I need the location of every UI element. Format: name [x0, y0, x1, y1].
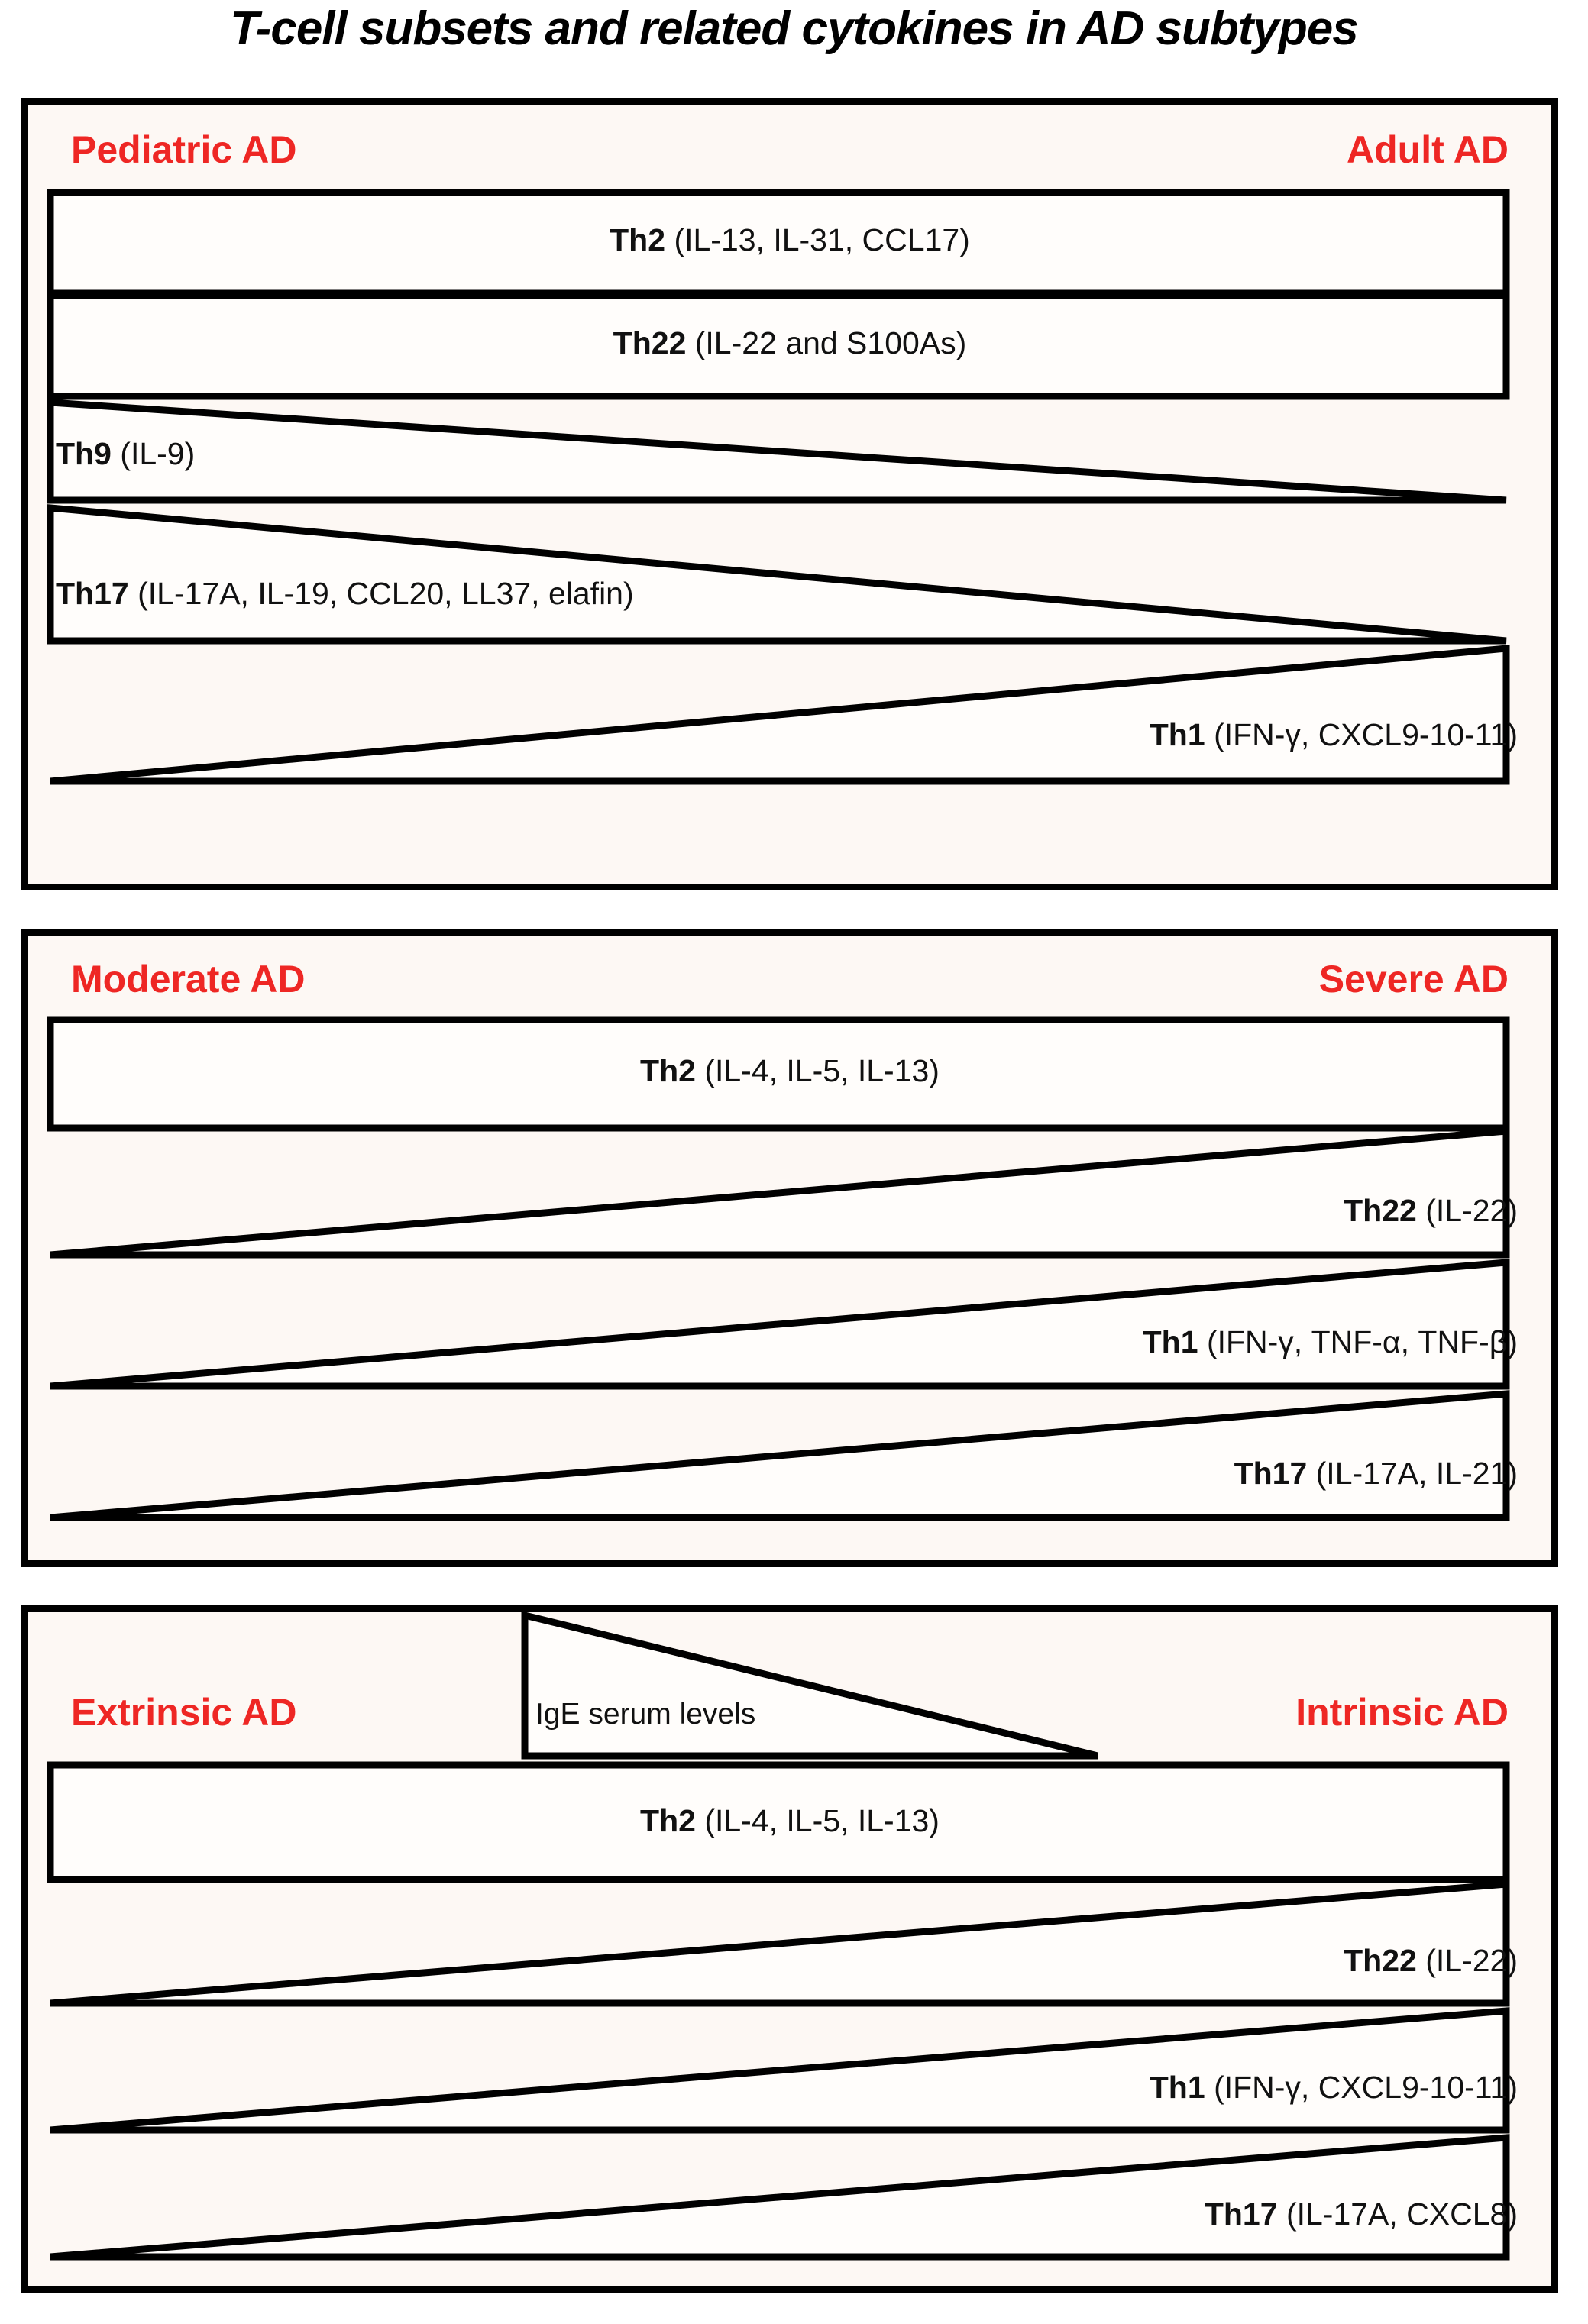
panel3-ige-triangle	[525, 1615, 1098, 1756]
panel1-row0-rest: (IL-13, IL-31, CCL17)	[665, 222, 970, 257]
panel1-shapes	[28, 105, 1551, 884]
panel1-row4-label	[1150, 719, 1518, 751]
panel1-row3-label	[56, 578, 634, 609]
panel3-row1-triangle	[50, 1884, 1506, 2003]
panel2-row0-label	[28, 1055, 1551, 1087]
panel2-row1-bold: Th22	[1344, 1193, 1417, 1228]
panel2-row1-label	[1344, 1195, 1518, 1227]
panel3-row1-label	[1344, 1945, 1518, 1977]
panel3-row0-rest: (IL-4, IL-5, IL-13)	[695, 1803, 940, 1838]
panel2-left-header: Moderate AD	[71, 958, 306, 1000]
panel3-row3-rest: (IL-17A, CXCL8)	[1277, 2196, 1518, 2232]
panel3-right-header: Intrinsic AD	[1295, 1691, 1509, 1734]
panel2-row0-bold: Th2	[640, 1053, 696, 1088]
panel3-row2-bold: Th1	[1149, 2070, 1205, 2105]
panel2-right-header: Severe AD	[1318, 958, 1509, 1000]
panel2-row2-label	[1142, 1324, 1518, 1359]
figure-title: T-cell subsets and related cytokines in AD subtypes	[230, 2, 1358, 55]
panel3-row0-bold: Th2	[640, 1803, 696, 1838]
panel1-row4-triangle	[50, 648, 1506, 781]
panel3-row2-label	[1150, 2072, 1518, 2103]
panel1-row1-bold: Th22	[613, 325, 687, 360]
panel2-row0-rest: (IL-4, IL-5, IL-13)	[695, 1053, 940, 1088]
panel2-row3-bold: Th17	[1234, 1456, 1308, 1491]
panel1-right-header: Adult AD	[1347, 128, 1509, 171]
panel1-row2-label	[56, 438, 195, 470]
panel1-left-header: Pediatric AD	[71, 128, 297, 171]
panel3-row2-rest: (IFN-γ, CXCL9-10-11)	[1205, 2070, 1518, 2105]
panel1-row4-rest: (IFN-γ, CXCL9-10-11)	[1205, 717, 1518, 752]
panel3-row1-bold: Th22	[1344, 1943, 1417, 1978]
panel1-row4-bold: Th1	[1149, 717, 1205, 752]
panel1-row0-bold: Th2	[610, 222, 666, 257]
panel3-left-header: Extrinsic AD	[71, 1691, 297, 1734]
panel1-row2-rest: (IL-9)	[111, 436, 196, 471]
panel-moderate-severe	[21, 929, 1558, 1567]
panel1-row2-bold: Th9	[56, 436, 112, 471]
panel2-row3-label	[1234, 1458, 1518, 1489]
panel1-row0-label	[28, 222, 1551, 257]
panel1-row1-rest: (IL-22 and S100As)	[686, 325, 967, 360]
panel2-row2-bold: Th1	[1142, 1324, 1198, 1359]
panel-pediatric-adult	[21, 98, 1558, 890]
panel3-row0-label	[28, 1805, 1551, 1837]
panel2-row1-triangle	[50, 1131, 1506, 1255]
panel2-row2-rest: (IFN-γ, TNF-α, TNF-β)	[1198, 1324, 1518, 1359]
panel3-row3-label	[1204, 2196, 1518, 2232]
panel2-row1-rest: (IL-22)	[1416, 1193, 1518, 1228]
panel1-row3-bold: Th17	[56, 576, 129, 611]
panel1-row3-triangle	[50, 508, 1506, 641]
panel1-row1-label	[28, 325, 1551, 360]
panel1-row2-triangle	[50, 402, 1506, 500]
panel-extrinsic-intrinsic	[21, 1605, 1558, 2293]
panel3-row1-rest: (IL-22)	[1416, 1943, 1518, 1978]
panel3-shapes	[28, 1612, 1551, 2286]
panel2-row3-rest: (IL-17A, IL-21)	[1307, 1456, 1518, 1491]
panel3-row3-bold: Th17	[1204, 2196, 1278, 2232]
panel3-ige-label: IgE serum levels	[535, 1698, 756, 1731]
panel1-row3-rest: (IL-17A, IL-19, CCL20, LL37, elafin)	[128, 576, 634, 611]
